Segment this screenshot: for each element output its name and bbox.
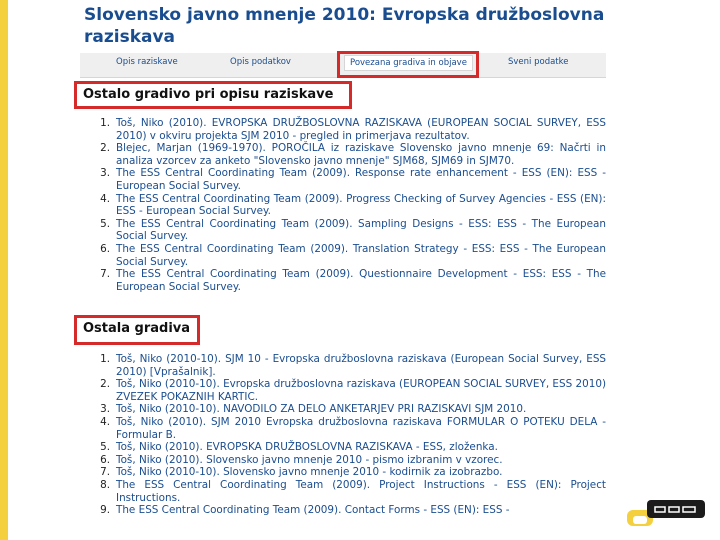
item-author: Toš, Niko (2010). <box>116 453 203 466</box>
item-number: 1. <box>100 117 110 129</box>
item-author: Blejec, Marjan (1969-1970). <box>116 142 266 155</box>
tab-opis-podatkov[interactable]: Opis podatkov <box>230 57 291 67</box>
item-number: 1. <box>100 353 110 365</box>
item-number: 5. <box>100 441 110 454</box>
adp-logo <box>625 498 707 528</box>
item-link[interactable]: SJM 10 - Evropska družboslovna raziskava (European Social Survey, ESS 2010) [Vprašalnik]. <box>116 353 607 378</box>
section-title: Ostalo gradivo pri opisu raziskave <box>83 87 334 102</box>
item-number: 3. <box>100 167 110 180</box>
item-link[interactable]: Response rate enhancement - ESS (EN): ESS - European Social Survey. <box>116 167 606 192</box>
item-author: The ESS Central Coordinating Team (2009). <box>116 504 342 517</box>
item-link[interactable]: SJM 2010 Evropska družboslovna raziskava FORMULAR O POTEKU DELA - Formular B. <box>116 415 607 441</box>
list-item[interactable] <box>94 218 606 243</box>
item-link[interactable]: NAVODILO ZA DELO ANKETARJEV PRI RAZISKAVI SJM 2010. <box>223 403 527 416</box>
list-item[interactable] <box>94 403 606 416</box>
list-ostala-gradiva <box>94 353 606 517</box>
list-item[interactable] <box>94 167 606 192</box>
item-link[interactable]: Project Instructions - ESS (EN): Project Instructions. <box>116 478 606 504</box>
item-number: 7. <box>100 268 110 281</box>
item-number: 2. <box>100 142 110 155</box>
item-author: Toš, Niko (2010-10). <box>116 403 220 416</box>
item-author: Toš, Niko (2010). <box>116 117 207 129</box>
item-author: The ESS Central Coordinating Team (2009). <box>116 242 349 255</box>
item-link[interactable]: EVROPSKA DRUŽBOSLOVNA RAZISKAVA - ESS, zloženka. <box>206 441 498 454</box>
list-ostalo-gradivo <box>94 117 606 293</box>
logo-yellow-inner <box>633 516 647 524</box>
list-item[interactable] <box>94 243 606 268</box>
list-item[interactable] <box>94 378 606 403</box>
item-link[interactable]: Sampling Designs - ESS: ESS - The European Social Survey. <box>116 217 606 243</box>
list-item[interactable] <box>94 479 606 504</box>
item-number: 9. <box>100 504 110 517</box>
item-number: 6. <box>100 242 110 255</box>
list-item[interactable] <box>94 441 606 454</box>
item-number: 6. <box>100 453 110 466</box>
item-author: Toš, Niko (2010). <box>116 441 203 454</box>
item-link[interactable]: Slovensko javno mnenje 2010 - kodirnik za izobrazbo. <box>223 466 503 479</box>
item-link[interactable]: Translation Strategy - ESS: ESS - The European Social Survey. <box>116 242 606 268</box>
item-link[interactable]: Questionnaire Development - ESS: ESS - The European Social Survey. <box>116 268 606 293</box>
section-heading-ostalo-gradivo <box>74 81 352 109</box>
highlight-box-tab <box>337 51 479 78</box>
item-author: The ESS Central Coordinating Team (2009). <box>116 192 343 205</box>
list-item[interactable] <box>94 117 606 142</box>
item-number: 2. <box>100 378 110 391</box>
item-author: Toš, Niko (2010-10). <box>116 466 220 479</box>
item-link[interactable]: POROČILA iz raziskave Slovensko javno mnenje 69: Načrti in analiza vzorcev za anketo "Slovensko javno mnenje" SJM68, SJM69 in SJM70. <box>116 142 606 167</box>
item-number: 4. <box>100 415 110 428</box>
list-item[interactable] <box>94 416 606 441</box>
item-author: Toš, Niko (2010). <box>116 415 207 428</box>
list-item[interactable] <box>94 142 606 167</box>
list-item[interactable] <box>94 504 606 517</box>
item-author: Toš, Niko (2010-10). <box>116 353 222 365</box>
item-link[interactable]: Contact Forms - ESS (EN): ESS - <box>344 504 510 517</box>
item-number: 3. <box>100 403 110 416</box>
tab-sveni-podatke[interactable]: Sveni podatke <box>508 57 569 67</box>
item-link[interactable]: Progress Checking of Survey Agencies - ESS (EN): ESS - European Social Survey. <box>116 192 606 218</box>
item-author: Toš, Niko (2010-10). <box>116 378 220 391</box>
list-item[interactable] <box>94 193 606 218</box>
item-number: 4. <box>100 192 110 205</box>
list-item[interactable] <box>94 454 606 467</box>
tab-povezana-gradiva[interactable]: Povezana gradiva in objave <box>344 55 473 71</box>
item-link[interactable]: Evropska družboslovna raziskava (EUROPEAN SOCIAL SURVEY, ESS 2010) ZVEZEK POKAZNIH KARTIC. <box>116 378 606 403</box>
item-link[interactable]: EVROPSKA DRUŽBOSLOVNA RAZISKAVA (EUROPEAN SOCIAL SURVEY, ESS 2010) v okviru projekta SJM 2010 - pregled in primerjava rezultatov. <box>116 117 606 142</box>
item-number: 5. <box>100 217 110 230</box>
tab-opis-raziskave[interactable]: Opis raziskave <box>116 57 178 67</box>
item-author: The ESS Central Coordinating Team (2009). <box>116 478 371 491</box>
section-heading-ostala-gradiva <box>74 315 200 345</box>
list-item[interactable] <box>94 268 606 293</box>
list-item[interactable] <box>94 466 606 479</box>
item-link[interactable]: Slovensko javno mnenje 2010 - pismo izbranim v vzorec. <box>206 453 503 466</box>
item-number: 7. <box>100 466 110 479</box>
item-author: The ESS Central Coordinating Team (2009). <box>116 167 350 180</box>
item-author: The ESS Central Coordinating Team (2009). <box>116 268 354 281</box>
item-author: The ESS Central Coordinating Team (2009). <box>116 217 353 230</box>
item-number: 8. <box>100 478 110 491</box>
section-title: Ostala gradiva <box>83 321 191 336</box>
page-title: Slovensko javno mnenje 2010: Evropska družboslovna raziskava <box>84 5 605 47</box>
list-item[interactable] <box>94 353 606 378</box>
left-accent-stripe <box>0 0 8 540</box>
